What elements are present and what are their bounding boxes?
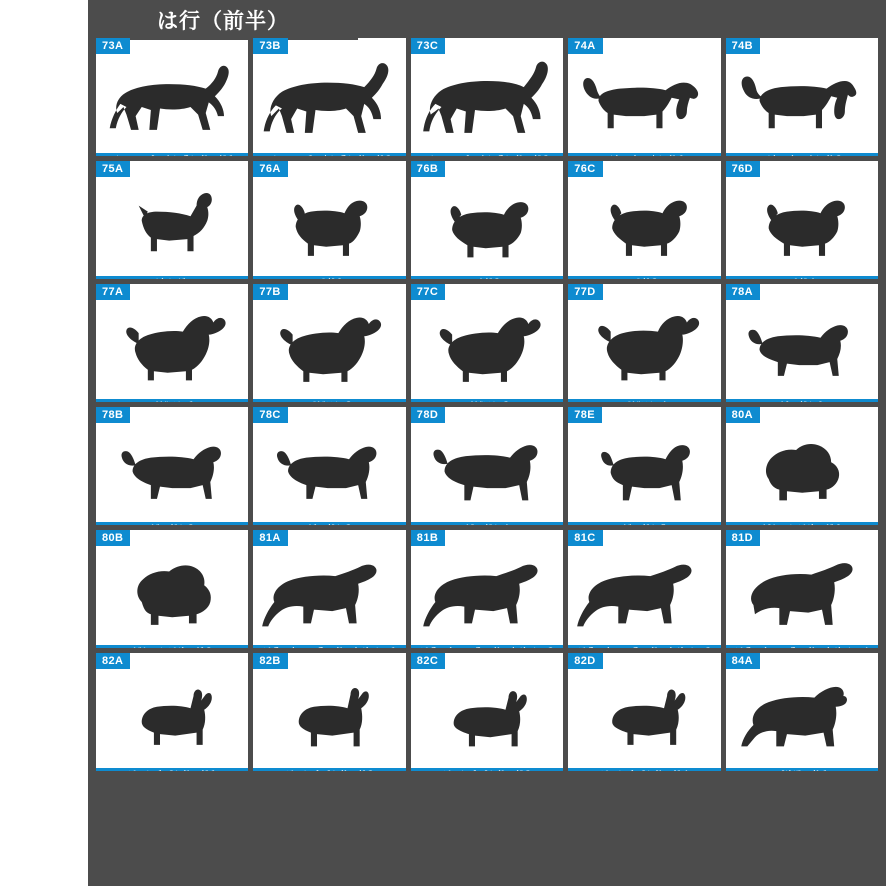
silhouette-cell[interactable] xyxy=(726,38,878,156)
silhouette-cell[interactable] xyxy=(96,38,248,156)
cell-code-badge: 84A xyxy=(726,653,760,669)
silhouette-cell[interactable] xyxy=(411,284,563,402)
cell-label-block xyxy=(726,645,878,648)
cell-code-badge: 78D xyxy=(411,407,445,423)
dog-silhouette-icon xyxy=(568,38,720,153)
breed-name-jp xyxy=(254,401,404,402)
breed-name-jp xyxy=(412,278,562,279)
cell-code-badge: 77A xyxy=(96,284,130,300)
breed-name-jp xyxy=(412,155,562,156)
breed-name-jp xyxy=(254,524,404,525)
cell-label-block xyxy=(411,399,563,402)
cell-code-badge: 81C xyxy=(568,530,602,546)
dog-silhouette-icon xyxy=(411,653,563,768)
cell-code-badge: 82D xyxy=(568,653,602,669)
cell-label-block xyxy=(411,768,563,771)
dog-silhouette-icon xyxy=(726,161,878,276)
breed-name-jp xyxy=(727,647,877,648)
silhouette-cell[interactable] xyxy=(568,161,720,279)
cell-code-badge: 73A xyxy=(96,38,130,54)
dog-silhouette-icon xyxy=(726,38,878,153)
cell-label-block xyxy=(253,276,405,279)
dog-silhouette-icon xyxy=(568,407,720,522)
silhouette-cell[interactable] xyxy=(726,284,878,402)
silhouette-cell[interactable] xyxy=(253,653,405,771)
silhouette-cell[interactable] xyxy=(96,653,248,771)
silhouette-cell[interactable] xyxy=(411,407,563,525)
cell-label-block xyxy=(96,276,248,279)
breed-name-jp xyxy=(254,155,404,156)
dog-silhouette-icon xyxy=(253,653,405,768)
dog-silhouette-icon xyxy=(96,653,248,768)
silhouette-cell[interactable] xyxy=(568,407,720,525)
silhouette-cell[interactable] xyxy=(253,284,405,402)
cell-label-block xyxy=(96,768,248,771)
cell-label-block xyxy=(96,399,248,402)
breed-name-jp xyxy=(254,647,404,648)
cell-label-block xyxy=(568,645,720,648)
silhouette-cell[interactable] xyxy=(96,530,248,648)
breed-name-jp xyxy=(412,770,562,771)
cell-label-block xyxy=(568,522,720,525)
cell-label-block xyxy=(568,153,720,156)
breed-name-jp xyxy=(97,401,247,402)
cell-label-block xyxy=(411,276,563,279)
cell-label-block xyxy=(411,645,563,648)
cell-label-block xyxy=(726,399,878,402)
silhouette-cell[interactable] xyxy=(411,530,563,648)
cell-label-block xyxy=(568,276,720,279)
breed-name-jp xyxy=(97,278,247,279)
dog-silhouette-icon xyxy=(96,530,248,645)
silhouette-cell[interactable] xyxy=(568,38,720,156)
cell-label-block xyxy=(253,399,405,402)
breed-name-jp xyxy=(569,401,719,402)
cell-label-block xyxy=(96,645,248,648)
cell-code-badge: 77D xyxy=(568,284,602,300)
silhouette-cell[interactable] xyxy=(568,284,720,402)
cell-label-block xyxy=(726,153,878,156)
cell-code-badge: 73B xyxy=(253,38,287,54)
cell-code-badge: 75A xyxy=(96,161,130,177)
silhouette-cell[interactable] xyxy=(96,407,248,525)
breed-name-jp xyxy=(727,770,877,771)
dog-silhouette-icon xyxy=(726,653,878,768)
breed-name-jp xyxy=(569,524,719,525)
cell-label-block xyxy=(568,768,720,771)
silhouette-grid xyxy=(96,38,878,771)
cell-label-block xyxy=(726,768,878,771)
cell-label-block xyxy=(96,153,248,156)
cell-label-block xyxy=(96,522,248,525)
cell-code-badge: 80B xyxy=(96,530,130,546)
silhouette-cell[interactable] xyxy=(568,653,720,771)
page-title: は行（前半） xyxy=(157,9,289,33)
cell-code-badge: 74A xyxy=(568,38,602,54)
dog-silhouette-icon xyxy=(726,284,878,399)
breed-name-jp xyxy=(569,647,719,648)
breed-name-jp xyxy=(727,155,877,156)
silhouette-cell[interactable] xyxy=(411,161,563,279)
silhouette-cell[interactable] xyxy=(253,530,405,648)
dog-silhouette-icon xyxy=(411,284,563,399)
breed-name-jp xyxy=(254,278,404,279)
breed-name-jp xyxy=(569,770,719,771)
cell-label-block xyxy=(253,645,405,648)
dog-silhouette-icon xyxy=(411,530,563,645)
cell-label-block xyxy=(726,276,878,279)
cell-code-badge: 76D xyxy=(726,161,760,177)
silhouette-cell[interactable] xyxy=(253,161,405,279)
breed-name-jp xyxy=(727,524,877,525)
cell-code-badge: 77B xyxy=(253,284,287,300)
cell-code-badge: 81D xyxy=(726,530,760,546)
cell-code-badge: 82B xyxy=(253,653,287,669)
cell-label-block xyxy=(726,522,878,525)
dog-silhouette-icon xyxy=(726,530,878,645)
silhouette-cell[interactable] xyxy=(726,407,878,525)
cell-code-badge: 78A xyxy=(726,284,760,300)
cell-code-badge: 82C xyxy=(411,653,445,669)
breed-name-jp xyxy=(727,278,877,279)
cell-code-badge: 80A xyxy=(726,407,760,423)
dog-silhouette-icon xyxy=(253,38,405,153)
cell-label-block xyxy=(411,522,563,525)
silhouette-cell[interactable] xyxy=(253,38,405,156)
dog-silhouette-icon xyxy=(96,284,248,399)
breed-name-jp xyxy=(569,278,719,279)
silhouette-cell[interactable] xyxy=(568,530,720,648)
silhouette-cell[interactable] xyxy=(96,284,248,402)
cell-code-badge: 73C xyxy=(411,38,445,54)
dog-silhouette-icon xyxy=(253,284,405,399)
cell-code-badge: 74B xyxy=(726,38,760,54)
cell-label-block xyxy=(253,768,405,771)
silhouette-cell[interactable] xyxy=(726,161,878,279)
dog-silhouette-icon xyxy=(253,407,405,522)
dog-silhouette-icon xyxy=(568,530,720,645)
dog-silhouette-icon xyxy=(411,407,563,522)
chart-panel xyxy=(88,0,886,886)
dog-silhouette-icon xyxy=(568,653,720,768)
dog-silhouette-icon xyxy=(253,530,405,645)
silhouette-cell[interactable] xyxy=(411,38,563,156)
cell-code-badge: 78C xyxy=(253,407,287,423)
breed-name-jp xyxy=(97,647,247,648)
cell-label-block xyxy=(253,522,405,525)
dog-silhouette-icon xyxy=(411,38,563,153)
chart-title-bar xyxy=(88,0,358,40)
breed-name-jp xyxy=(412,401,562,402)
cell-code-badge: 78E xyxy=(568,407,602,423)
cell-code-badge: 78B xyxy=(96,407,130,423)
breed-name-jp xyxy=(254,770,404,771)
breed-name-jp xyxy=(97,770,247,771)
cell-code-badge: 76B xyxy=(411,161,445,177)
silhouette-cell[interactable] xyxy=(411,653,563,771)
cell-label-block xyxy=(253,153,405,156)
dog-silhouette-icon xyxy=(568,284,720,399)
cell-code-badge: 81A xyxy=(253,530,287,546)
dog-silhouette-icon xyxy=(726,407,878,522)
breed-name-jp xyxy=(412,647,562,648)
dog-silhouette-icon xyxy=(96,38,248,153)
breed-name-jp xyxy=(727,401,877,402)
silhouette-cell[interactable] xyxy=(726,530,878,648)
dog-silhouette-icon xyxy=(411,161,563,276)
dog-silhouette-icon xyxy=(253,161,405,276)
dog-silhouette-icon xyxy=(96,161,248,276)
breed-name-jp xyxy=(97,524,247,525)
cell-code-badge: 76C xyxy=(568,161,602,177)
silhouette-cell[interactable] xyxy=(726,653,878,771)
breed-name-jp xyxy=(569,155,719,156)
cell-code-badge: 82A xyxy=(96,653,130,669)
dog-silhouette-icon xyxy=(568,161,720,276)
breed-name-jp xyxy=(97,155,247,156)
cell-code-badge: 76A xyxy=(253,161,287,177)
silhouette-cell[interactable] xyxy=(253,407,405,525)
dog-silhouette-icon xyxy=(96,407,248,522)
silhouette-cell[interactable] xyxy=(96,161,248,279)
cell-code-badge: 77C xyxy=(411,284,445,300)
cell-label-block xyxy=(568,399,720,402)
cell-code-badge: 81B xyxy=(411,530,445,546)
breed-name-jp xyxy=(412,524,562,525)
cell-label-block xyxy=(411,153,563,156)
